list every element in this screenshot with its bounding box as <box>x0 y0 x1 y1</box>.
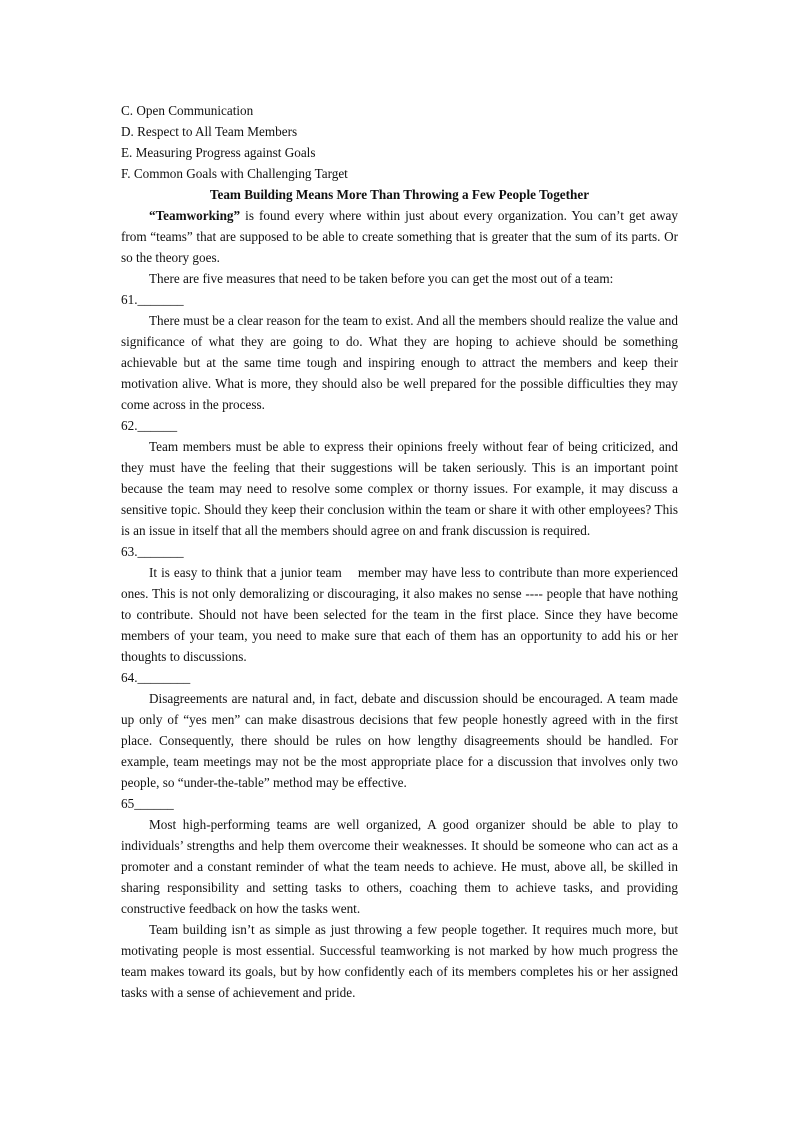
options-list <box>121 100 678 184</box>
section-62-text: Team members must be able to express their opinions freely without fear of being criticized, and they must have the feeling that their suggestions will be taken seriously. This is an important point because the team may need to resolve some complex or thorny issues. For example, it may discuss a sensitive topic. Should they keep their conclusion within the team or share it with other employees? This is an issue in itself that all the members should agree on and frank discussion is required. <box>121 439 678 538</box>
option-c: C. Open Communication <box>121 103 254 118</box>
section-61-text: There must be a clear reason for the team to exist. And all the members should realize the value and significance of what they are going to do. What they are hoping to achieve should be something achievable but at the same time tough and inspiring enough to attract the members and keep their motivation alive. What is more, they should also be well prepared for the possible difficulties they may come across in the process. <box>121 313 678 412</box>
blank-64: 64.________ <box>121 670 191 685</box>
option-f: F. Common Goals with Challenging Target <box>121 166 348 181</box>
blank-62: 62.______ <box>121 418 178 433</box>
measures-intro: There are five measures that need to be taken before you can get the most out of a team: <box>149 271 614 286</box>
intro-text: is found every where within just about every organization. You can’t get away from “teams” that are supposed to be able to create something that is greater that the sum of its parts. Or so the theory goes. <box>121 208 678 265</box>
section-63-text: It is easy to think that a junior team member may have less to contribute than more experienced ones. This is not only demoralizing or discouraging, it also makes no sense ---- people that have nothing to contribute. Should not have been selected for the team in the first place. Since they have become members of your team, you need to make sure that each of them has an opportunity to add his or her thoughts to discussions. <box>121 565 682 664</box>
option-e: E. Measuring Progress against Goals <box>121 145 316 160</box>
section-65-text: Most high-performing teams are well organized, A good organizer should be able to play to individuals’ strengths and help them overcome their weaknesses. It should be someone who can act as a promoter and a constant reminder of what the team needs to achieve. He must, above all, be skilled in sharing responsibility and setting tasks to others, coaching them to achieve tasks, and providing constructive feedback on how the tasks went. <box>121 817 678 916</box>
intro-bold-term: “Teamworking” <box>149 208 241 223</box>
blank-61: 61._______ <box>121 292 184 307</box>
conclusion-paragraph: Team building isn’t as simple as just throwing a few people together. It requires much more, but motivating people is most essential. Successful teamworking is not marked by how much progress the team makes toward its goals, but by how confidently each of its members completes his or her assigned tasks with a sense of achievement and pride. <box>121 922 678 1000</box>
document-page <box>121 100 682 1003</box>
blank-63: 63._______ <box>121 544 184 559</box>
option-d: D. Respect to All Team Members <box>121 124 298 139</box>
article-title: Team Building Means More Than Throwing a Few People Together <box>209 187 590 202</box>
intro-paragraph <box>121 205 678 268</box>
section-64-text: Disagreements are natural and, in fact, debate and discussion should be encouraged. A team made up only of “yes men” can make disastrous decisions that few people honestly agreed with in the first place. Consequently, there should be rules on how lengthy disagreements should be handled. For example, team meetings may not be the most appropriate place for a discussion that involves only two people, so “under-the-table” method may be effective. <box>121 691 678 790</box>
blank-65: 65______ <box>121 796 174 811</box>
